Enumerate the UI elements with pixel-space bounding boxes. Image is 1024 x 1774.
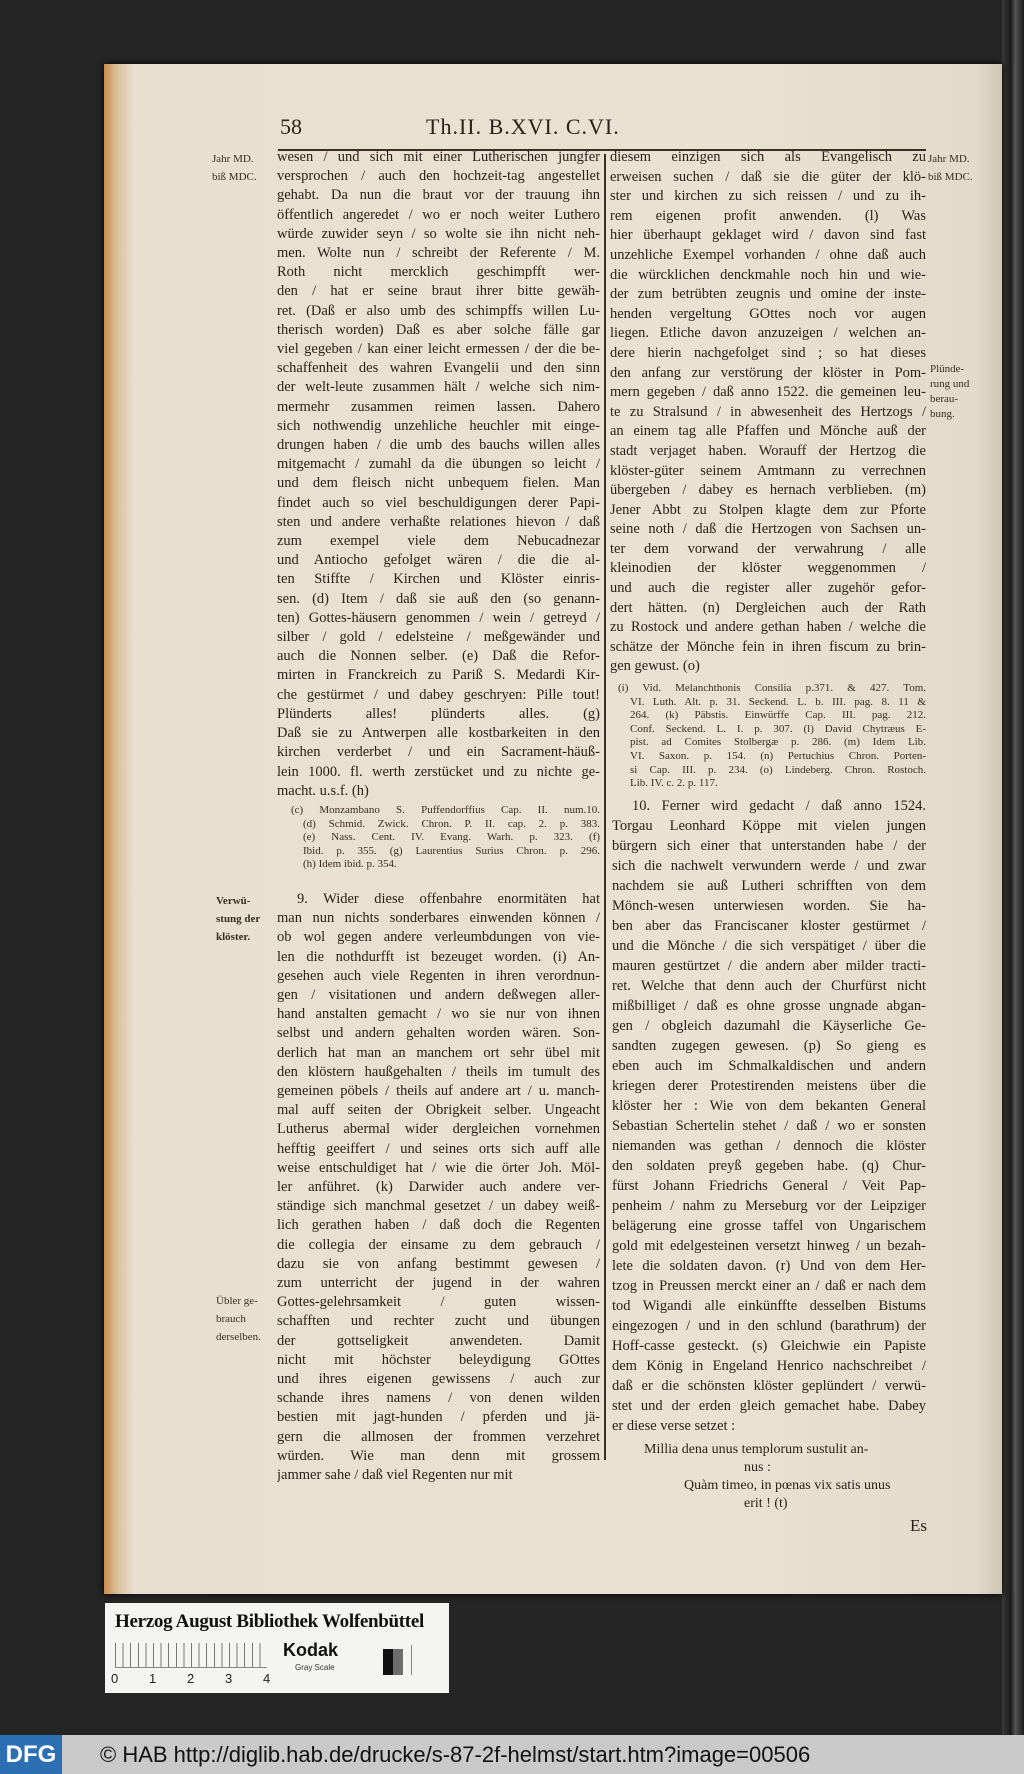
text-line: die collegia der einsame zu dem gebrauch / xyxy=(277,1236,600,1253)
text-line: tzog in Preussen merckt einer an / daß er nach dem xyxy=(612,1278,926,1294)
text-line: selbst und andern gehalten worden wären. Son- xyxy=(277,1025,600,1042)
text-line: gen gewust. (o) xyxy=(610,658,700,675)
text-line: dert hätten. (n) Dergleichen auch der Rath xyxy=(610,599,926,616)
text-line: 9. Wider diese offenbahre enormitäten hat xyxy=(297,891,600,907)
margin-note-line: berau- xyxy=(930,393,959,405)
footnote-line: (c) Monzambano S. Puffendorffius Cap. II. num.10. xyxy=(291,804,600,816)
text-line: bestien mit jagt-hunden / pferden und jä- xyxy=(277,1409,600,1426)
footnote-line: 264. (k) Päbstis. Einwürffe Cap. III. pag. 212. xyxy=(630,709,926,722)
text-line: ret. Welche that denn auch der Churfürst nicht xyxy=(612,978,926,994)
verse-line: erit ! (t) xyxy=(744,1496,788,1511)
book-spine-edge xyxy=(1002,0,1024,1735)
ruler-tick-label: 0 xyxy=(111,1671,119,1686)
text-line: sich die nachwelt verwundern werde / und zwar xyxy=(612,858,926,874)
text-line: kriegen derer Protestirenden meistens über die xyxy=(612,1078,926,1094)
text-line: nachdem sie auß Lutheri schrifften von dem xyxy=(612,878,926,894)
text-line: der zum betrübten zeugnis und omine der inste- xyxy=(610,286,926,303)
text-line: und ihres eigenen gewissens / auch zur xyxy=(277,1371,600,1388)
margin-note-line: Jahr MD. xyxy=(928,153,970,165)
text-line: men. Wolte nun / schreibt der Referente / M. xyxy=(277,245,600,262)
gray-swatch-mid xyxy=(393,1649,403,1675)
text-line: schande ihres namens / von denen wilden xyxy=(277,1390,600,1407)
text-line: mauren gestürtzet / die andern aber milder tracti- xyxy=(612,958,926,974)
text-line: belägerung eine grosse taffel von Ungarischem xyxy=(612,1218,926,1234)
text-line: gemeinen pöbels / theils auf andere art / u. manch- xyxy=(277,1083,600,1100)
dfg-logo: DFG xyxy=(0,1735,62,1774)
text-line: gern die allmosen der frommen verzehret xyxy=(277,1428,600,1445)
text-line: schätze der Mönche fein in ihren fiscum zu brin- xyxy=(610,638,926,655)
text-line: ten Stiffte / Kirchen und Klöster einris- xyxy=(277,571,600,588)
page-number: 58 xyxy=(280,114,302,139)
footnote-line: si Cap. III. p. 234. (o) Lindeberg. Chron. Rostoch. xyxy=(630,763,926,776)
text-line: gen / visitationen und andern deßwegen aller- xyxy=(277,987,600,1004)
text-line: hier überhaupt geklaget wird / davon sind fast xyxy=(610,227,926,244)
kodak-brand: Kodak xyxy=(283,1640,339,1660)
text-line: sandten zugegen gewesen. (p) So gieng es xyxy=(612,1038,926,1054)
text-line: der welt-leute zusammen hält / welche sich nim- xyxy=(277,379,600,396)
text-line: schafften und rechter zucht und übungen xyxy=(277,1313,600,1330)
text-line: ret. (Daß er also umb des schimpffs willen Lu- xyxy=(277,302,600,319)
ruler-tick-label: 3 xyxy=(225,1671,233,1686)
text-line: Torgau Leonhard Köppe mit vielen jungen xyxy=(612,818,926,834)
margin-note-line: Übler ge- xyxy=(216,1295,258,1307)
text-line: lete die soldaten davon. (r) Und von dem Her- xyxy=(612,1258,926,1274)
text-line: ben aber das Franciscaner kloster gestürmet / xyxy=(612,918,926,934)
text-line: Gottes-gelehrsamkeit / guten wissen- xyxy=(277,1294,600,1311)
margin-note-verwuestung xyxy=(216,892,260,946)
text-line: lein 1000. fl. werth zerstücket und zu nichte ge- xyxy=(277,763,600,780)
text-line: dazu sie von anfang bestimmt gewesen / xyxy=(277,1255,600,1272)
text-line: man nun nichts sonderbares einwenden können / xyxy=(277,910,600,927)
text-line: wesen / und sich mit einer Lutherischen jungfer xyxy=(277,149,600,165)
footnote-line: (i) Vid. Melanchthonis Consilia p.371. & 427. Tom. xyxy=(618,682,926,694)
gray-swatch-black xyxy=(383,1649,393,1675)
text-line: eben auch im Schmalkaldischen und andern xyxy=(612,1058,926,1074)
text-line: dem König in Engeland Henrico nachschreibet / xyxy=(612,1358,926,1374)
text-line: derlich hat man an manchem ort sehr übel mit xyxy=(277,1044,600,1061)
text-line: dere hierin nachgefolget sind ; so hat dieses xyxy=(610,344,926,361)
ruler-tick-label: 1 xyxy=(149,1671,157,1686)
text-line: henden vergeltung GOttes noch vor augen xyxy=(610,305,926,322)
catchword: Es xyxy=(910,1516,927,1535)
text-line: ster und kirchen zu sich reissen / und zu ih- xyxy=(610,188,926,205)
gray-scale-label: Gray Scale xyxy=(295,1663,335,1672)
text-line: würden. Wie man denn mit grossem xyxy=(277,1447,600,1464)
footnote-line: Ibid. p. 355. (g) Laurentius Surius Chron. p. 296. xyxy=(303,844,600,857)
text-line: sen. (d) Item / daß sie auß den (so genann- xyxy=(277,590,600,607)
margin-note-line: Jahr MD. xyxy=(212,153,254,165)
text-line: drungen haben / die umb des bauchs willen alles xyxy=(277,437,600,454)
text-line: stet und der erden gleich gemachet habe. Dabey xyxy=(612,1398,926,1414)
text-line: gehabt. Da nun die braut vor der trauung ihn xyxy=(277,187,600,204)
text-line: unzehliche Exempel vorhanden / ohne daß auch xyxy=(610,246,926,263)
library-name: Herzog August Bibliothek Wolfenbüttel xyxy=(115,1611,424,1632)
footnote-line: (d) Schmid. Zwick. Chron. P. II. cap. 2. p. 383. xyxy=(303,817,600,830)
text-line: jammer sahe / daß viel Regenten nur mit xyxy=(277,1467,513,1484)
text-line: mißbilliget / daß es ohne grosse ungnade abgan- xyxy=(612,998,926,1014)
text-line: Daß sie zu Antwerpen alle kostbarkeiten in den xyxy=(277,725,600,742)
verse-line: nus : xyxy=(744,1460,771,1475)
footnote-line: (h) Idem ibid. p. 354. xyxy=(303,858,397,871)
margin-note-line: biß MDC. xyxy=(928,171,973,183)
text-line: Lutherus abermal wider dergleichen vornehmen xyxy=(277,1121,600,1138)
text-line: che gestürmet / und dabey geschryen: Pille tout! xyxy=(277,686,600,703)
text-line: stadt verjaget haben. Worauff der Hertzog die xyxy=(610,442,926,459)
running-title: Th.II. B.XVI. C.VI. xyxy=(426,114,620,139)
text-line: versprochen / auch den hochzeit-tag angestellet xyxy=(277,168,600,185)
footnote-line: (e) Nass. Cent. IV. Evang. Warh. p. 323. (f) xyxy=(303,831,600,844)
text-line: ten) Gottes-häusern genommen / wein / getreyd / xyxy=(277,609,600,626)
text-line: gen / obgleich dazumahl die Käyserliche Ge- xyxy=(612,1018,926,1034)
verse-line: Millia dena unus templorum sustulit an- xyxy=(644,1442,869,1457)
text-line: tod Wigandi alle einkünffte desselben Bistums xyxy=(612,1298,926,1314)
ruler-scale xyxy=(115,1643,267,1668)
text-line: Mönch-wesen unterwiesen worden. Sie ha- xyxy=(612,898,926,914)
text-line: weise entschuldiget hat / wie die örter Joh. Möl- xyxy=(277,1159,600,1176)
text-line: den klöstern haußgehalten / theils im tumult des xyxy=(277,1063,600,1080)
text-line: hefftig geeiffert / und seines orts sich auff alle xyxy=(277,1140,600,1157)
text-line: ständige sich manchmal gesetzet / un dabey weiß- xyxy=(277,1198,600,1215)
text-line: ler anführet. (k) Darwider auch andere ver- xyxy=(277,1179,600,1196)
text-line: mal auff seiten der Obrigkeit selber. Ungeacht xyxy=(277,1102,600,1119)
column-divider xyxy=(604,154,606,1460)
text-line: 10. Ferner wird gedacht / daß anno 1524. xyxy=(632,798,926,814)
text-line: klöster-güter seinem Amtmann zu verrechnen xyxy=(610,462,926,479)
text-line: schaffenheit des wahren Evangelii und den sinn xyxy=(277,360,600,377)
footnote-line: Lib. IV. c. 2. p. 117. xyxy=(630,777,718,790)
text-line: Hoff-casse gesteckt. (s) Gleichwie ein Papiste xyxy=(612,1338,926,1354)
text-line: den soldaten preyß gegeben habe. (q) Chur- xyxy=(612,1158,926,1174)
text-line: findet auch so viel beschuldigungen derer Papi- xyxy=(277,494,600,511)
text-line: rem eigenen profit anwenden. (l) Was xyxy=(610,207,926,224)
text-line: nicht mit höchster beleydigung GOttes xyxy=(277,1351,600,1368)
text-line: die würcklichen denckmahle noch hin und wie- xyxy=(610,266,926,283)
copyright-link[interactable]: © HAB http://diglib.hab.de/drucke/s-87-2f-helmst/start.htm?image=00506 xyxy=(100,1742,811,1767)
text-line: Jener Abbt zu Stolpen klagte dem zur Pforte xyxy=(610,501,926,518)
text-line: bürgern sich einer that unterstanden habe / der xyxy=(612,838,926,854)
margin-note-year-right xyxy=(928,150,973,186)
right-paragraph-1 xyxy=(610,148,926,677)
margin-note-line: biß MDC. xyxy=(212,171,257,183)
text-line: silber / gold / edelsteine / meßgewänder und xyxy=(277,629,600,646)
verse-line: Quàm timeo, in pœnas vix satis unus xyxy=(684,1478,891,1493)
text-line: der gottseligkeit anwendeten. Damit xyxy=(277,1332,600,1349)
text-line: und dem fleisch nicht unbequem fielen. Man xyxy=(277,475,600,492)
footnote-line: VI. Saxon. p. 154. (n) Pertuchius Chron. Porten- xyxy=(630,749,926,762)
text-line: ob wol gegen andere verleumbdungen von vie- xyxy=(277,929,600,946)
text-line: te zu Stralsund / in abwesenheit des Hertzogs / xyxy=(610,403,926,420)
text-line: hand anstalten gemacht / wo sie nur von ihnen xyxy=(277,1006,600,1023)
text-line: und Antiocho gefolget wären / die die al- xyxy=(277,552,600,569)
footnote-line: VI. Luth. Alt. p. 31. Seckend. L. b. III. pag. 8. 11 & xyxy=(630,695,926,708)
text-line: mitgemacht / zumahl da die übungen so leicht / xyxy=(277,456,600,473)
text-line: den anfang zur verstörung der klöster in Pom- xyxy=(610,364,926,381)
text-line: an einem tag alle Pfaffen und Mönche auß der xyxy=(610,423,926,440)
left-footnotes xyxy=(287,804,600,872)
text-line: kleinodien der klöster weggenommen / xyxy=(610,560,926,577)
text-line: liegen. Etliche davon anzuzeigen / welchen an- xyxy=(610,325,926,342)
text-line: seine noth / daß die Hertzogen von Sachsen un- xyxy=(610,521,926,538)
margin-note-line: Verwü- xyxy=(216,895,251,907)
left-paragraph-9 xyxy=(277,890,600,1485)
margin-note-uebler-gebrauch xyxy=(216,1292,261,1346)
text-line: Plünderts alles! plünderts alles. (g) xyxy=(277,705,600,722)
text-line: viel gegeben / kan einer leicht ermessen / der die be- xyxy=(277,341,600,358)
margin-note-line: bung. xyxy=(930,408,955,420)
text-line: und auch die register aller zugehör gefor- xyxy=(610,580,926,597)
margin-note-year-left xyxy=(212,150,257,186)
text-line: diesem einzigen sich als Evangelisch zu xyxy=(610,149,926,165)
text-line: er diese verse setzet : xyxy=(612,1418,736,1434)
text-line: ter dem vorwand der verwahrung / alle xyxy=(610,540,926,557)
text-line: gesehen auch viele Regenten in ihren verordnun- xyxy=(277,967,600,984)
text-line: macht. u.s.f. (h) xyxy=(277,782,369,799)
text-line: niemanden was gethan / dennoch die klöster xyxy=(612,1138,926,1154)
right-footnotes xyxy=(614,682,926,791)
margin-note-line: Plünde- xyxy=(930,363,965,375)
book-page xyxy=(104,64,1002,1594)
text-line: sten und andere verhaßte relationes hievon / daß xyxy=(277,513,600,530)
text-line: zu Rostock und andere gethan haben / welche die xyxy=(610,619,926,636)
text-line: mirten in Franckreich zu Pariß S. Medardi Kir- xyxy=(277,667,600,684)
text-line: penheim / nahm zu Merseburg vor der Leipziger xyxy=(612,1198,926,1214)
margin-note-line: klöster. xyxy=(216,931,251,943)
text-line: kirchen verderbet / und ein Sacrament-häuß- xyxy=(277,744,600,761)
footnote-line: pist. ad Comites Stolbergæ p. 286. (m) Idem Lib. xyxy=(630,736,926,749)
text-line: öffentlich angeredet / wo er noch weiter Luthero xyxy=(277,206,600,223)
margin-note-line: derselben. xyxy=(216,1331,261,1343)
text-line: gold mit edelgesteinen versetzt hinweg / un bezah- xyxy=(612,1238,926,1254)
text-line: sich nothwendig unzehliche heuchler mit einge- xyxy=(277,417,600,434)
text-line: eingezogen / und in den schlund (barathrum) der xyxy=(612,1318,926,1334)
text-line: mermehr zusammen reimen lassen. Dahero xyxy=(277,398,600,415)
gray-swatch-white xyxy=(411,1645,412,1675)
text-line: würde zuwider seyn / so wolte sie ihn nicht neh- xyxy=(277,225,600,242)
left-paragraph-1 xyxy=(277,148,600,801)
margin-note-line: rung und xyxy=(930,378,970,390)
text-line: mern gegeben / daß anno 1522. die gemeinen leu- xyxy=(610,384,926,401)
color-reference-card xyxy=(105,1603,449,1693)
text-line: erweisen suchen / daß sie die güter der klö- xyxy=(610,168,926,185)
footer-bar xyxy=(0,1735,1024,1774)
text-line: klöster her : Wie von dem bekanten General xyxy=(612,1098,926,1114)
text-line: fürst Johann Friedrichs General / Veit Pap- xyxy=(612,1178,926,1194)
text-line: len die nothdurfft ist bezeuget worden. (i) An- xyxy=(277,948,600,965)
text-line: Roth nicht mercklich geschimpfft wer- xyxy=(277,264,600,281)
text-line: zum exempel viele dem Nebucadnezar xyxy=(277,533,600,550)
margin-note-pluenderung xyxy=(930,362,969,422)
margin-note-line: stung der xyxy=(216,913,261,925)
text-line: therisch worden) Daß es aber solche fälle gar xyxy=(277,321,600,338)
text-line: den / hat er seine braut ihrer bitte gewäh- xyxy=(277,283,600,300)
ruler-tick-label: 2 xyxy=(187,1671,195,1686)
ruler-tick-label: 4 xyxy=(263,1671,271,1686)
text-line: daß er die schönsten klöster geplündert / verwü- xyxy=(612,1378,926,1394)
text-line: auch die Nonnen selber. (e) Daß die Refor- xyxy=(277,648,600,665)
text-line: und die Mönche / die sich verspätiget / über die xyxy=(612,938,926,954)
footnote-line: Conf. Seckend. L. I. p. 307. (l) David Chytræus E- xyxy=(630,722,926,735)
text-line: lich gerathen haben / daß doch die Regenten xyxy=(277,1217,600,1234)
text-line: übergeben / dabey es hernach verblieben. (m) xyxy=(610,482,926,499)
margin-note-line: brauch xyxy=(216,1313,246,1325)
text-line: Sebastian Schertelin stehet / daß / wo er sonsten xyxy=(612,1118,926,1134)
right-paragraph-10 xyxy=(612,796,926,1436)
text-line: zum unterricht der jugend in der wahren xyxy=(277,1275,600,1292)
